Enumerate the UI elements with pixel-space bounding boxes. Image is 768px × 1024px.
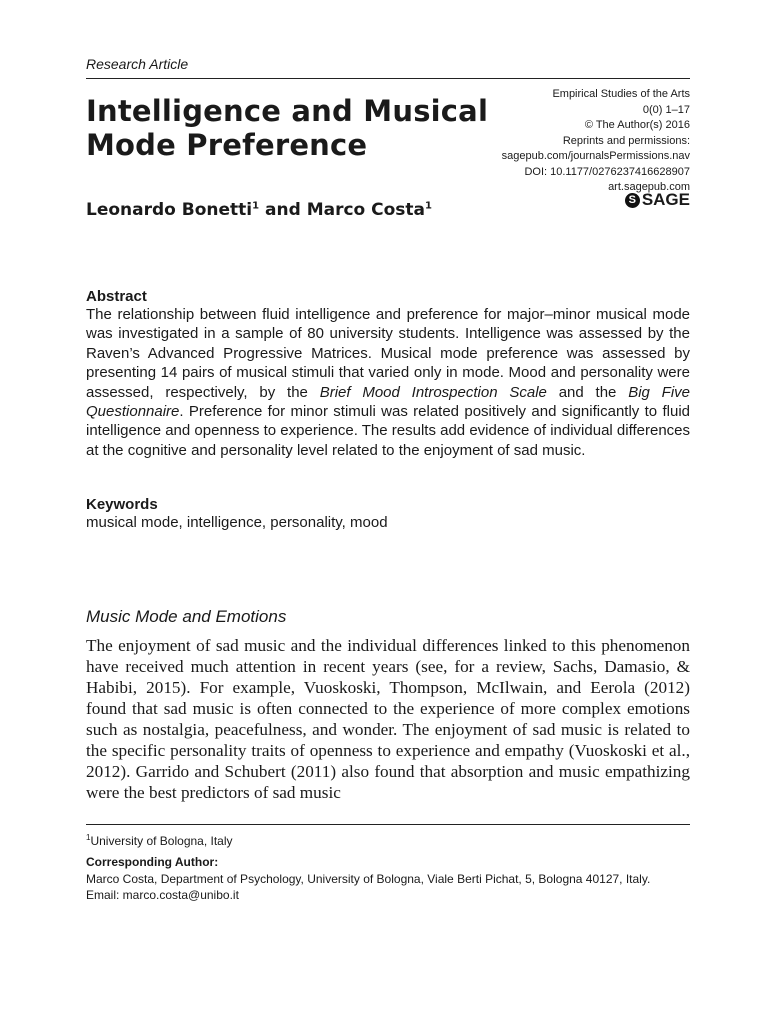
keywords-text: musical mode, intelligence, personality, mood — [86, 514, 388, 531]
sage-logo-text: SAGE — [641, 190, 690, 209]
footnote-rule — [86, 824, 690, 825]
footnote-mark: 1 — [86, 833, 91, 842]
corresponding-author-heading: Corresponding Author: — [86, 855, 219, 869]
corresponding-author-details — [86, 871, 696, 903]
permissions-link[interactable]: sagepub.com/journalsPermissions.nav — [501, 150, 690, 162]
title-line-2: Mode Preference — [86, 128, 368, 162]
corresponding-address: Marco Costa, Department of Psychology, University of Bologna, Viale Berti Pichat, 5, Bologna 40127, Italy. — [86, 872, 651, 886]
journal-issue: 0(0) 1–17 — [642, 103, 690, 116]
journal-info — [430, 87, 690, 196]
keywords-heading: Keywords — [86, 496, 158, 513]
questionnaire-name: Big Five Questionnaire — [86, 383, 691, 421]
doi-link[interactable]: DOI: 10.1177/0276237416628907 — [524, 165, 690, 178]
body-paragraph: The enjoyment of sad music and the individual differences linked to this phenomenon have received much attention in recent years (see, for a review, Sachs, Damasio, & Habibi, 2015). For example, Vuoskoski, Thompson, McIlwain, and Eerola (2012) found that sad music is often connected to the experience of more complex emotions such as nostalgia, peacefulness, and wonder. The enjoyment of sad music is related to the specific personality traits of openness to experience and empathy (Vuoskoski et al., 2012). Garrido and Schubert (2011) also found that absorption and music empathizing were the best predictors of sad music — [86, 636, 690, 802]
journal-name: Empirical Studies of the Arts — [552, 88, 690, 100]
section-heading: Music Mode and Emotions — [86, 607, 287, 626]
corresponding-email[interactable]: Email: marco.costa@unibo.it — [86, 888, 239, 902]
journal-reprints: Reprints and permissions: — [562, 134, 690, 147]
journal-site-link[interactable]: art.sagepub.com — [608, 181, 690, 193]
abstract-heading: Abstract — [86, 288, 147, 305]
abstract-text: The relationship between fluid intelligence and preference for major–minor musical mode was investigated in a sample of 80 university students. Intelligence was assessed by the Raven’s Advanced Progressive Matrices. Musical mode preference was assessed by presenting 14 pairs of musical stimuli that varied only in mode. Mood and personality were assessed, respectively, by the Brief Mood Introspection Scale and the Big Five Questionnaire. Preference for minor stimuli was related positively and significantly to fluid intelligence and openness to experience. The results add evidence of individual differences at the cognitive and personality level related to the enjoyment of sad music. — [86, 306, 691, 459]
header-rule — [86, 78, 690, 79]
affiliation-footnote: $^1$University of Bologna, Italy — [86, 833, 233, 848]
author-affiliation-mark: 1 — [425, 200, 432, 212]
sage-logo-icon: S — [625, 193, 640, 208]
journal-copyright: © The Author(s) 2016 — [584, 119, 690, 131]
author-affiliation-mark: 1 — [252, 200, 260, 212]
sage-logo — [625, 190, 690, 210]
author-name: Leonardo Bonetti — [86, 200, 253, 220]
article-type-label: Research Article — [86, 56, 189, 72]
author-name: Marco Costa — [306, 200, 426, 220]
author-connector: and — [259, 200, 307, 220]
author-list — [86, 200, 432, 220]
scale-name: Brief Mood Introspection Scale — [319, 383, 547, 401]
title-line-1: Intelligence and Musical — [86, 94, 489, 128]
